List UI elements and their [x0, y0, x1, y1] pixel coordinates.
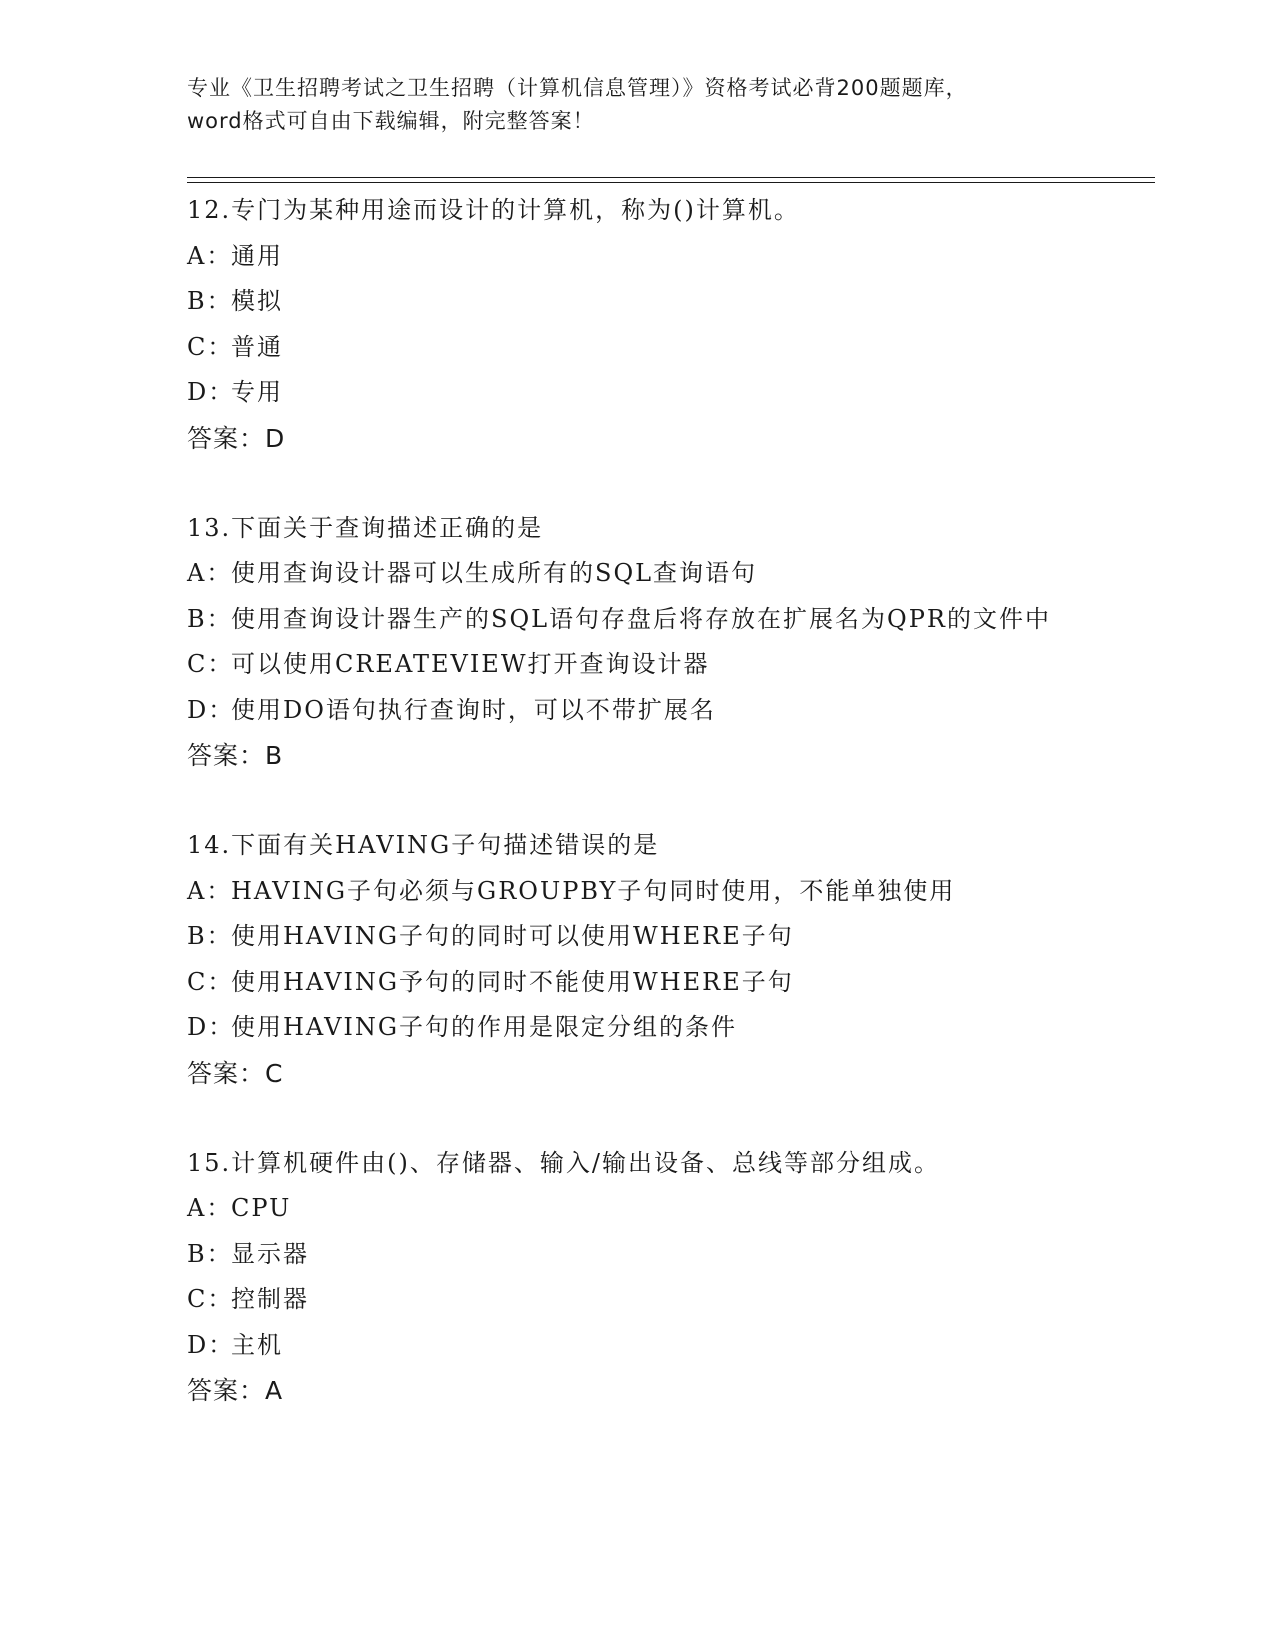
option-c	[187, 1277, 1087, 1323]
option-letter: B：	[187, 1239, 233, 1268]
option-text: 可以使用CREATEVIEW打开查询设计器	[231, 650, 710, 678]
option-b	[187, 1232, 1087, 1278]
option-letter: B：	[187, 922, 233, 950]
option-letter: D：	[187, 1330, 235, 1359]
question-list	[187, 188, 1087, 1458]
option-c	[187, 325, 1087, 371]
option-c	[187, 642, 1087, 688]
question-stem: 12.专门为某种用途而设计的计算机，称为()计算机。	[187, 196, 800, 224]
option-letter: C：	[187, 650, 234, 678]
option-a	[187, 551, 1087, 597]
option-d	[187, 688, 1087, 734]
option-text: 控制器	[231, 1285, 309, 1313]
option-b	[187, 914, 1087, 960]
option-text: 使用HAVING予句的同时不能使用WHERE子句	[231, 967, 794, 996]
option-text: HAVING子句必须与GROUPBY子句同时使用，不能单独使用	[231, 876, 956, 905]
option-d	[187, 1005, 1087, 1051]
option-text: 模拟	[231, 287, 283, 315]
header-line-1: 专业《卫生招聘考试之卫生招聘（计算机信息管理）》资格考试必背200题题库，	[187, 76, 968, 100]
question-12	[187, 188, 1087, 462]
question-14	[187, 823, 1087, 1097]
option-a	[187, 1186, 1087, 1232]
option-text: 使用HAVING子句的作用是限定分组的条件	[231, 1013, 738, 1041]
option-text: 主机	[231, 1330, 283, 1359]
option-letter: C：	[187, 967, 234, 996]
option-c	[187, 960, 1087, 1006]
option-d	[187, 370, 1087, 416]
option-letter: A：	[187, 241, 233, 270]
option-text: 通用	[231, 241, 283, 270]
option-text: 专用	[231, 378, 283, 406]
option-b	[187, 279, 1087, 325]
option-letter: C：	[187, 332, 234, 361]
header-line-2: word格式可自由下载编辑，附完整答案！	[187, 109, 595, 133]
option-letter: C：	[187, 1285, 234, 1313]
option-text: 使用HAVING子句的同时可以使用WHERE子句	[231, 922, 794, 950]
question-stem: 13.下面关于查询描述正确的是	[187, 513, 544, 542]
option-letter: D：	[187, 378, 235, 406]
option-a	[187, 234, 1087, 280]
option-letter: B：	[187, 604, 233, 633]
option-letter: A：	[187, 876, 233, 905]
option-text: 普通	[231, 332, 283, 361]
header-divider-top	[187, 177, 1155, 178]
option-text: 使用DO语句执行查询时，可以不带扩展名	[231, 695, 716, 724]
option-letter: B：	[187, 287, 233, 315]
answer-line: 答案：A	[187, 1376, 284, 1405]
option-b	[187, 597, 1087, 643]
question-15	[187, 1141, 1087, 1415]
header-divider-bottom	[187, 182, 1155, 183]
option-a	[187, 869, 1087, 915]
question-stem: 15.计算机硬件由()、存储器、输入/输出设备、总线等部分组成。	[187, 1148, 940, 1177]
option-text: CPU	[231, 1194, 292, 1222]
option-text: 显示器	[231, 1239, 309, 1268]
option-letter: D：	[187, 695, 235, 724]
option-letter: A：	[187, 559, 233, 587]
document-header	[187, 72, 1087, 138]
answer-line: 答案：C	[187, 1058, 284, 1088]
answer-line: 答案：D	[187, 423, 286, 453]
option-text: 使用查询设计器生产的SQL语句存盘后将存放在扩展名为QPR的文件中	[231, 604, 1051, 633]
question-stem: 14.下面有关HAVING子句描述错误的是	[187, 831, 660, 859]
option-d	[187, 1323, 1087, 1369]
option-letter: A：	[187, 1194, 233, 1222]
option-text: 使用查询设计器可以生成所有的SQL查询语句	[231, 559, 758, 587]
answer-line: 答案：B	[187, 741, 284, 770]
question-13	[187, 506, 1087, 780]
option-letter: D：	[187, 1013, 235, 1041]
